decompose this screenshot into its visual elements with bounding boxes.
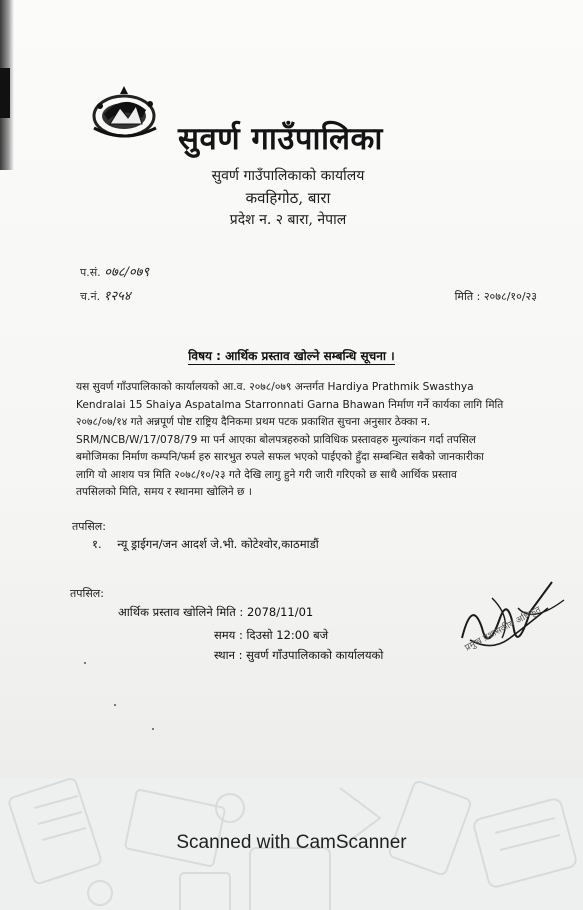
reference-ps [80,262,149,280]
signature-icon [452,578,572,688]
scan-speck [152,728,154,730]
government-emblem-icon [90,84,180,148]
camscanner-watermark: Scanned with CamScanner [176,832,407,853]
reference-cha [80,286,131,304]
list-item-number: १. [92,537,102,551]
opening-place: स्थान : सुवर्ण गाँउपालिकाको कार्यालयको [214,648,384,662]
reference-cha-label: च.नं. [80,290,101,303]
subject-line [0,347,583,364]
list-item [92,537,319,552]
document-date: मिति : २०७८/१०/२३ [454,290,537,303]
body-line: Kendralai 15 Shaiya Aspatalma Starronnati Garna Bhawan निर्माण गर्ने कार्यका लागि मिति [76,398,504,411]
body-line: तपसिलको मिति, समय र स्थानमा खोलिने छ । [76,486,252,498]
address-line: कवहिगोठ, बारा [245,189,331,207]
camscanner-footer [0,778,583,910]
tapsil-heading: तपसिल: [70,587,104,600]
opening-time: समय : दिउसो 12:00 बजे [214,628,329,642]
reference-ps-label: प.सं. [80,266,101,279]
province-line: प्रदेश न. २ बारा, नेपाल [229,212,347,228]
body-paragraph [76,379,552,502]
opening-date: आर्थिक प्रस्ताव खोलिने मिति : 2078/11/01 [118,605,314,619]
body-line: बमोजिमका निर्माण कम्पनि/फर्म हरु सारभुत रुपले सफल भएको पाईएको हुँदा सम्बन्धित सबैको जानकारीका [76,451,484,463]
scan-speck [114,704,116,706]
list-item-text: न्यू ड्राईगन/जन आदर्श जे.भी. कोटेश्वोर,काठमाडौं [117,537,319,551]
body-line: २०७८/०७/१४ गते अन्नपूर्ण पोष्ट राष्ट्रिय दैनिकमा प्रथम पटक प्रकाशित सुचना अनुसार ठेक्का न. [76,416,431,428]
tapsil-heading: तपसिल: [72,520,106,533]
reference-ps-value: ०७८/०७९ [104,265,150,280]
officer-stamp: प्रमुख प्रशासकीय अधिकृत [463,604,543,654]
body-line: SRM/NCB/W/17/078/79 मा पर्न आएका बोलपत्रहरुको प्राविधिक प्रस्तावहरु मुल्यांकन गर्दा तपसिल [76,433,476,446]
page-edge-shadow [0,0,14,170]
subject-text: विषय : आर्थिक प्रस्ताव खोल्ने सम्बन्धि सूचना । [188,349,395,363]
org-name: सुवर्ण गाउँपालिका [178,121,383,157]
scan-speck [84,662,86,664]
office-name: सुवर्ण गाउँपालिकाको कार्यालय [211,168,365,184]
body-line: लागि यो आशय पत्र मिति २०७८/१०/२३ गते देखि लागु हुने गरी जारी गरिएको छ साथै आर्थिक प्रस्ताव [76,468,457,481]
reference-cha-value: १२५४ [103,289,131,304]
body-line: यस सुवर्ण गाँउपालिकाको कार्यालयको आ.व. २०७८/०७९ अन्तर्गत Hardiya Prathmik Swasthya [76,381,474,393]
